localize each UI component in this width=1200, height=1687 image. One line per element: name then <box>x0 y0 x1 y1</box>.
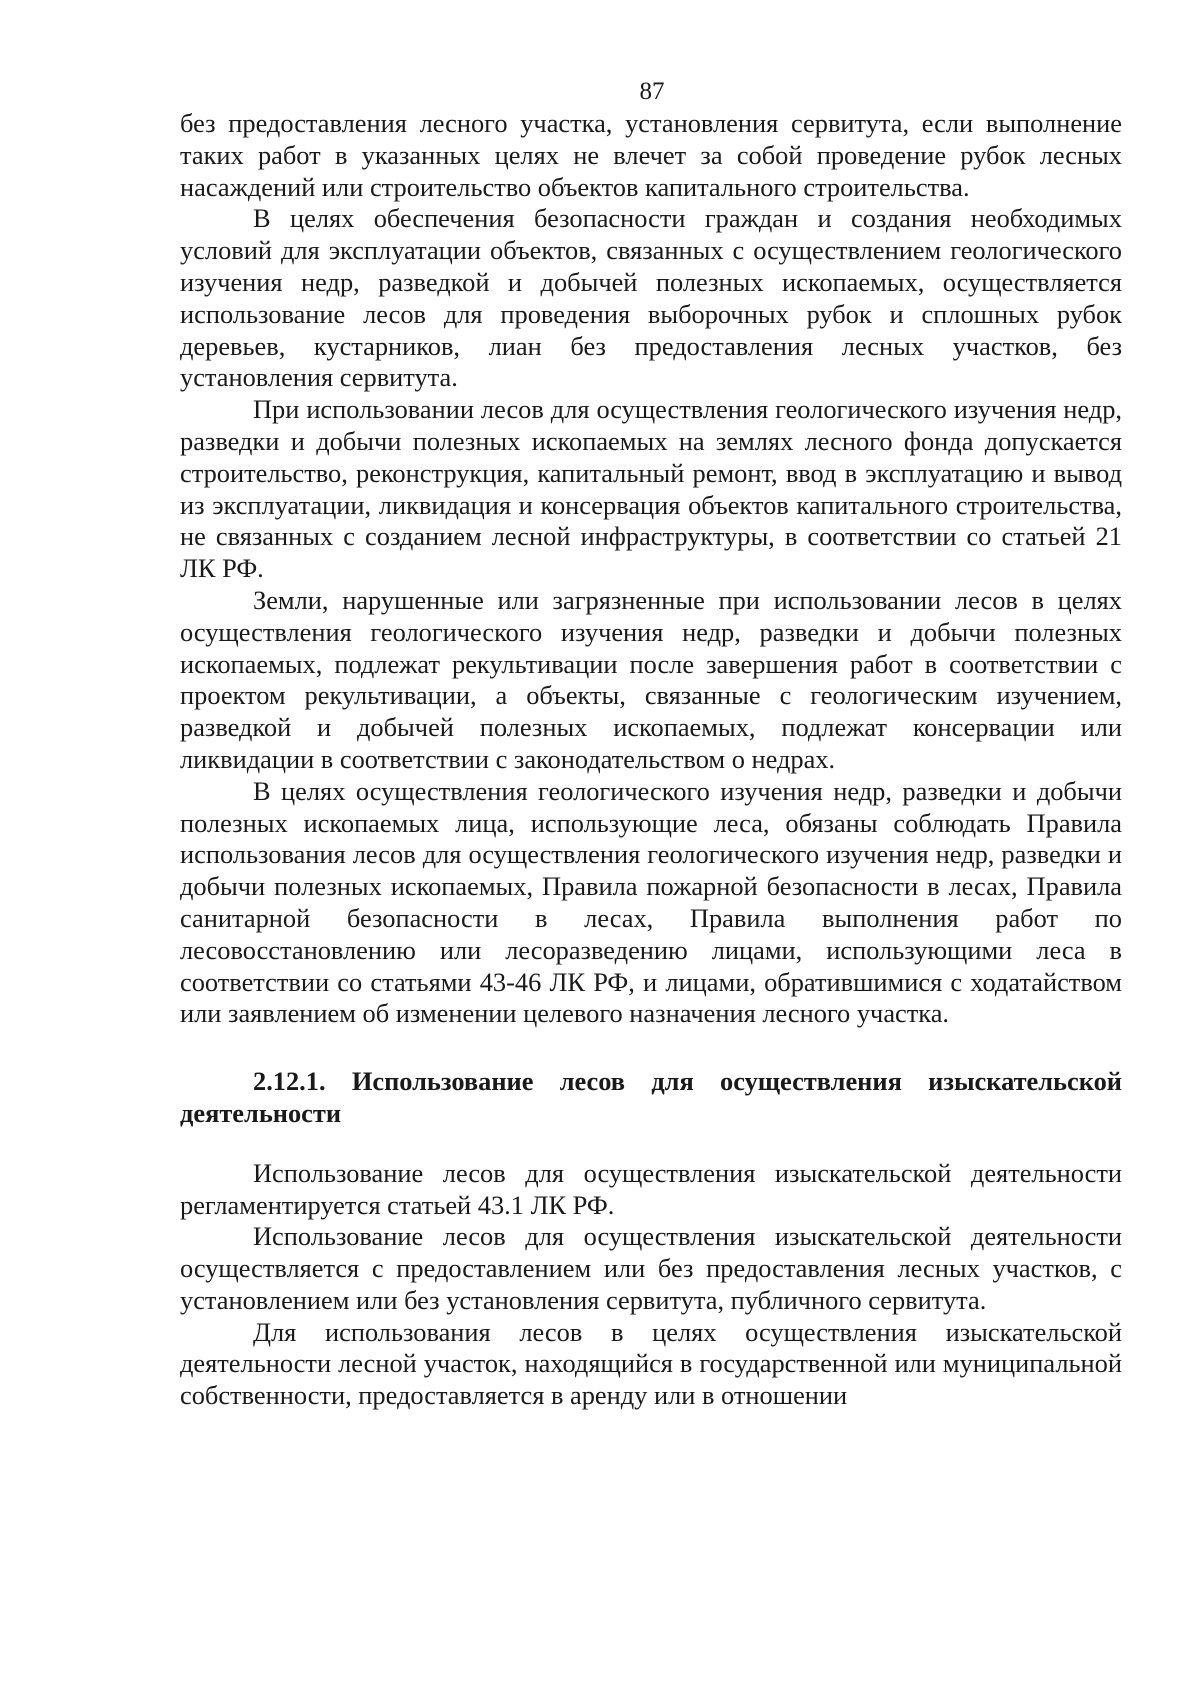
paragraph-construction-allowed: При использовании лесов для осуществления геологического изучения недр, разведки и добычи полезных ископаемых на землях лесного фонда допускается строительство, реконструкция, капитальный ремонт, ввод в эксплуатацию и вывод из эксплуатации, ликвидация и консервация объектов капитального строительства, не связанных с созданием лесной инфраструктуры, в соответствии со статьей 21 ЛК РФ. <box>180 394 1122 584</box>
paragraph-rules-compliance: В целях осуществления геологического изучения недр, разведки и добычи полезных ископаемых лица, использующие леса, обязаны соблюдать Правила использования лесов для осуществления геологического изучения недр, разведки и добычи полезных ископаемых, Правила пожарной безопасности в лесах, Правила санитарной безопасности в лесах, Правила выполнения работ по лесовосстановлению или лесоразведению лицами, использующими леса в соответствии со статьями 43-46 ЛК РФ, и лицами, обратившимися с ходатайством или заявлением об изменении целевого назначения лесного участка. <box>180 775 1122 1029</box>
page-number: 87 <box>639 78 665 105</box>
paragraph-regulation: Использование лесов для осуществления изыскательской деятельности регламентируется статьей 43.1 ЛК РФ. <box>180 1157 1122 1220</box>
paragraph-provision-modes: Использование лесов для осуществления изыскательской деятельности осуществляется с предоставлением или без предоставления лесных участков, с установлением или без установления сервитута, публичного сервитута. <box>180 1221 1122 1315</box>
document-page <box>180 70 1122 1412</box>
section-heading: 2.12.1. Использование лесов для осуществления изыскательской деятельности <box>180 1066 1122 1128</box>
paragraph-safety-cuttings: В целях обеспечения безопасности граждан и создания необходимых условий для эксплуатации объектов, связанных с осуществлением геологического изучения недр, разведкой и добычей полезных ископаемых, осуществляется использование лесов для проведения выборочных рубок и сплошных рубок деревьев, кустарников, лиан без предоставления лесных участков, без установления сервитута. <box>180 203 1122 393</box>
paragraph-land-recultivation: Земли, нарушенные или загрязненные при использовании лесов в целях осуществления геологического изучения недр, разведки и добычи полезных ископаемых, подлежат рекультивации после завершения работ в соответствии с проектом рекультивации, а объекты, связанные с геологическим изучением, разведкой и добычей полезных ископаемых, подлежат консервации или ликвидации в соответствии с законодательством о недрах. <box>180 584 1122 774</box>
paragraph-continued: без предоставления лесного участка, установления сервитута, если выполнение таких работ в указанных целях не влечет за собой проведение рубок лесных насаждений или строительство объектов капитального строительства. <box>180 108 1122 202</box>
paragraph-lease-provision: Для использования лесов в целях осуществления изыскательской деятельности лесной участок, находящийся в государственной или муниципальной собственности, предоставляется в аренду или в отношении <box>180 1316 1122 1411</box>
